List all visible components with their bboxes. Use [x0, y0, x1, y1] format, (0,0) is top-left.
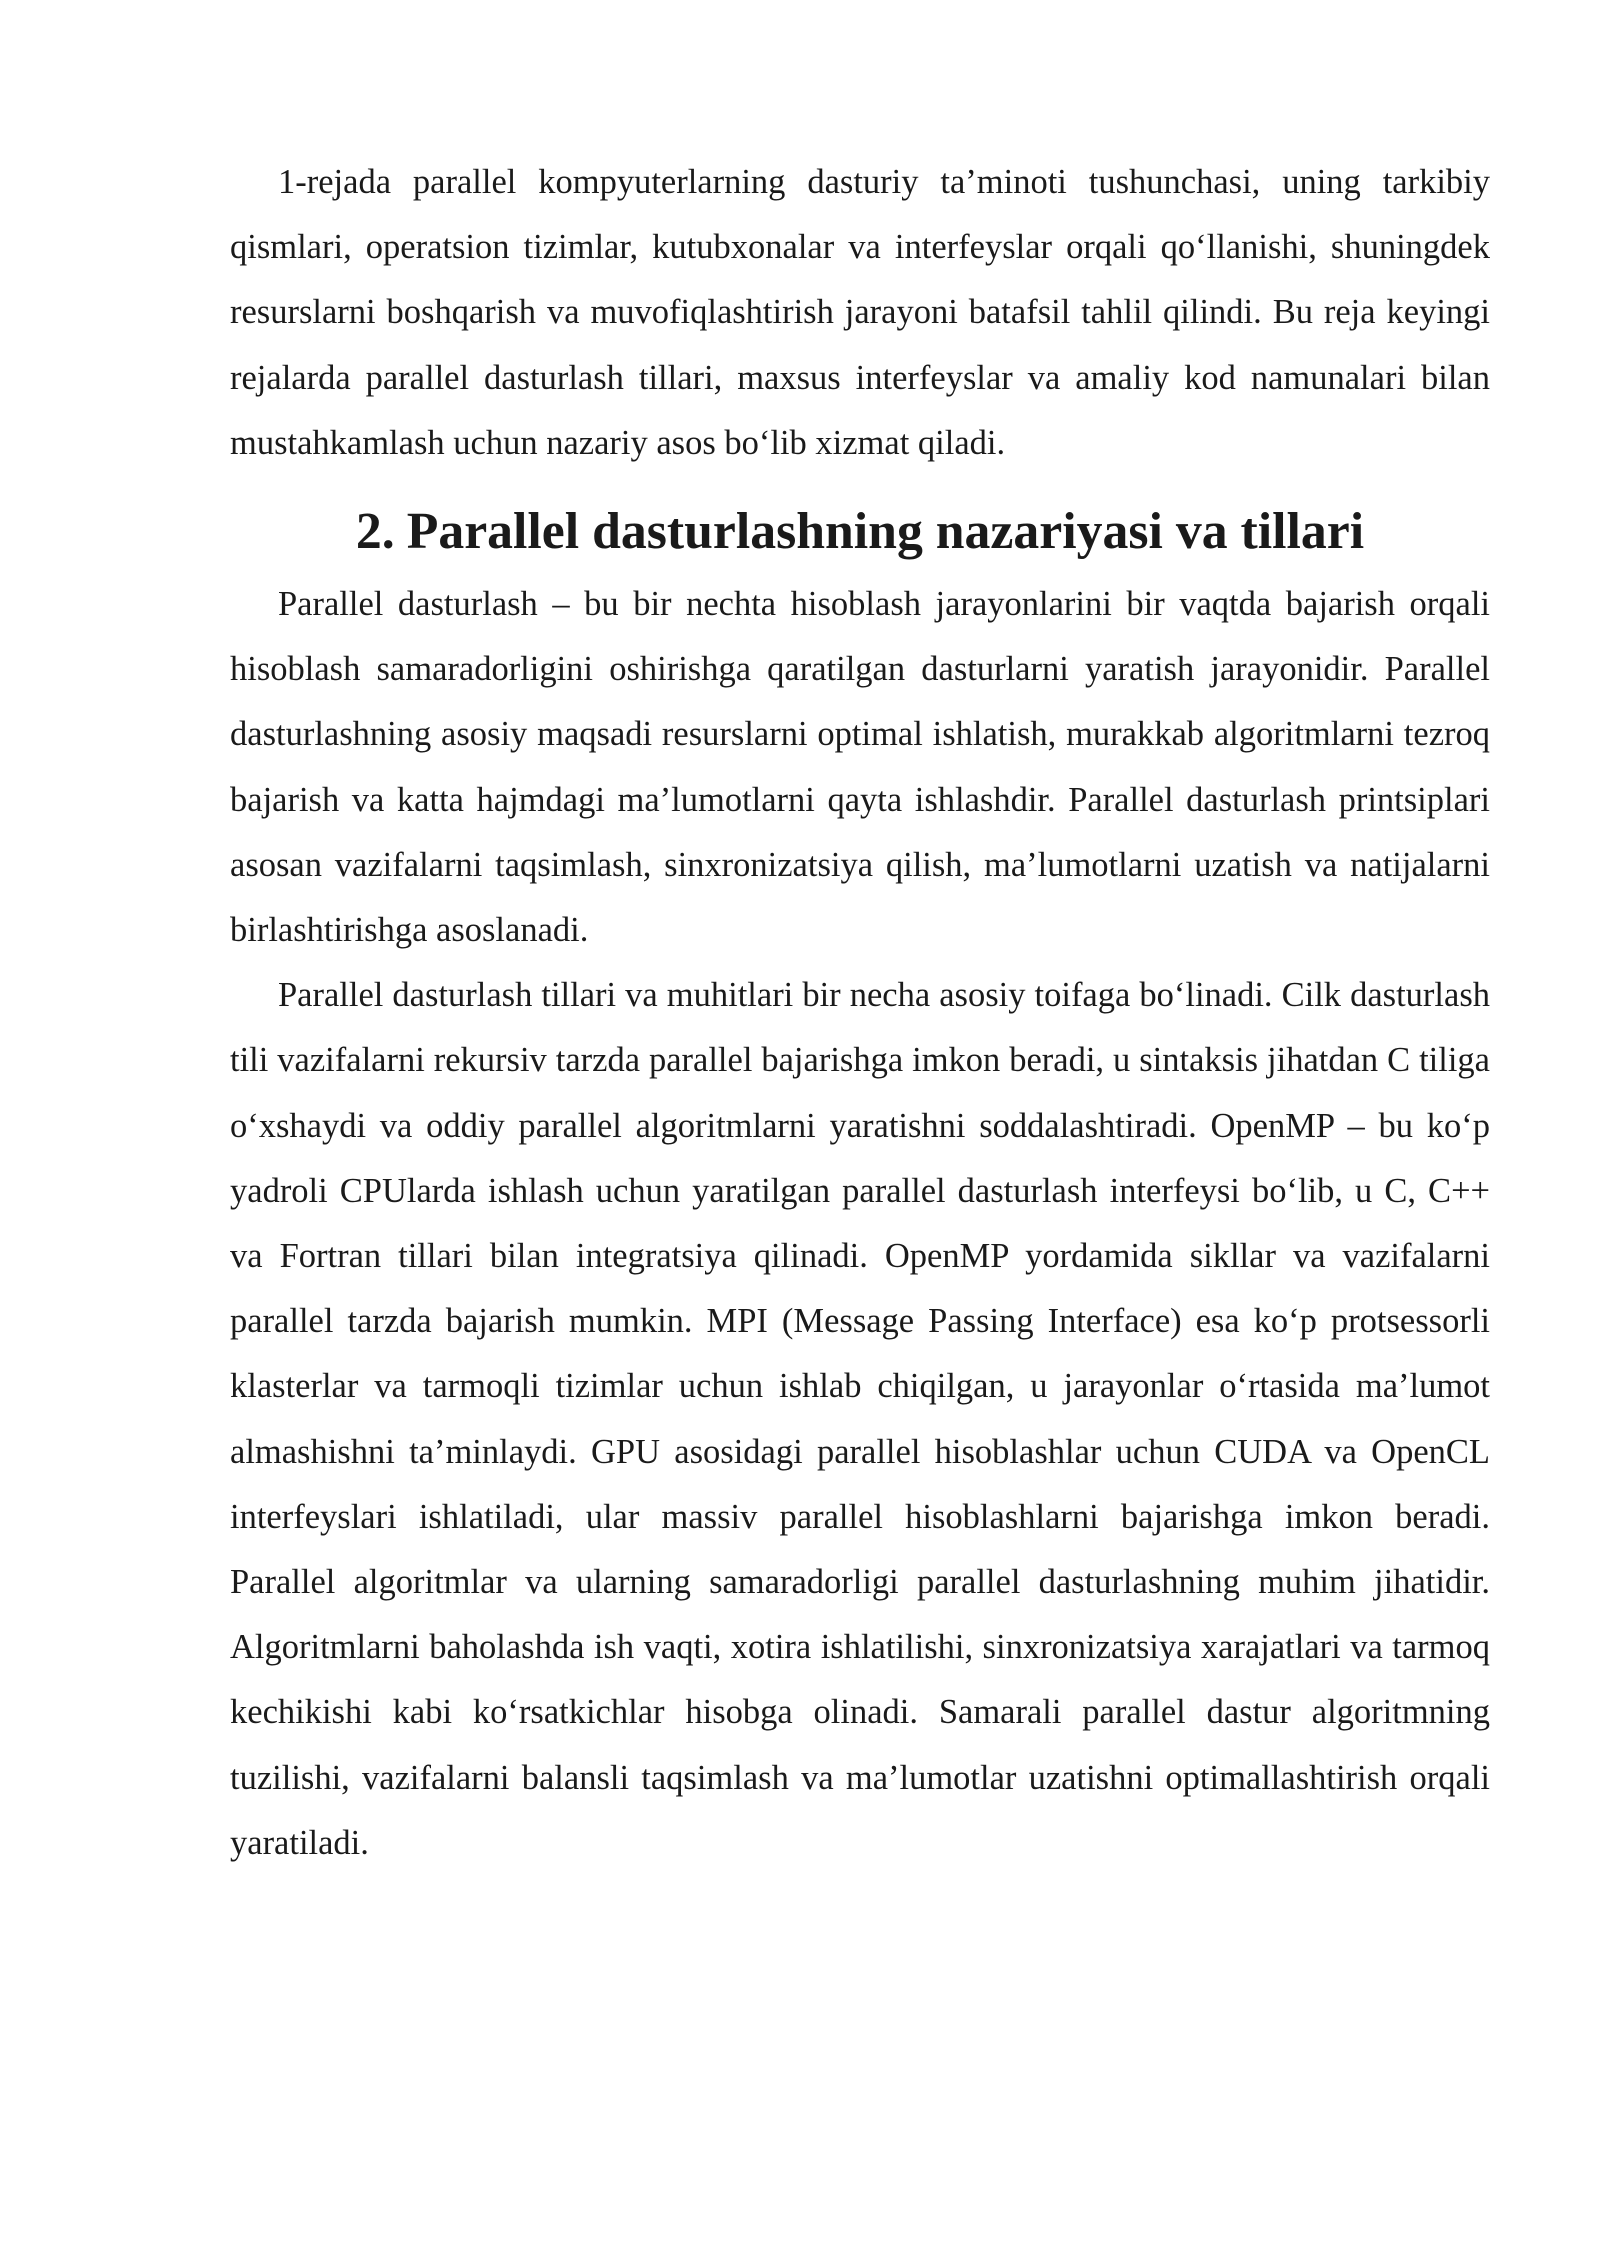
intro-paragraph: 1-rejada parallel kompyuterlarning dasturiy ta’minoti tushunchasi, uning tarkibiy qismlari, operatsion tizimlar, kutubxonalar va interfeyslar orqali qo‘llanishi, shuningdek resurslarni boshqarish va muvofiqlashtirish jarayoni batafsil tahlil qilindi. Bu reja keyingi rejalarda parallel dasturlash tillari, maxsus interfeyslar va amaliy kod namunalari bilan mustahkamlash uchun nazariy asos bo‘lib xizmat qiladi. — [230, 163, 1490, 462]
section-title: Parallel dasturlashning nazariyasi va tillari — [406, 503, 1365, 561]
section-heading — [230, 504, 1490, 560]
document-body — [230, 150, 1490, 1876]
body-paragraph-1: Parallel dasturlash – bu bir nechta hisoblash jarayonlarini bir vaqtda bajarish orqali hisoblash samaradorligini oshirishga qaratilgan dasturlarni yaratish jarayonidir. Parallel dasturlashning asosiy maqsadi resurslarni optimal ishlatish, murakkab algoritmlarni tezroq bajarish va katta hajmdagi ma’lumotlarni qayta ishlashdir. Parallel dasturlash printsiplari asosan vazifalarni taqsimlash, sinxronizatsiya qilish, ma’lumotlarni uzatish va natijalarni birlashtirishga asoslanadi. — [230, 585, 1490, 950]
body-paragraph-2: Parallel dasturlash tillari va muhitlari bir necha asosiy toifaga bo‘linadi. Cilk dasturlash tili vazifalarni rekursiv tarzda parallel bajarishga imkon beradi, u sintaksis jihatdan C tiliga o‘xshaydi va oddiy parallel algoritmlarni yaratishni soddalashtiradi. OpenMP – bu ko‘p yadroli CPUlarda ishlash uchun yaratilgan parallel dasturlash interfeysi bo‘lib, u C, C++ va Fortran tillari bilan integratsiya qilinadi. OpenMP yordamida sikllar va vazifalarni parallel tarzda bajarish mumkin. MPI (Message Passing Interface) esa ko‘p protsessorli klasterlar va tarmoqli tizimlar uchun ishlab chiqilgan, u jarayonlar o‘rtasida ma’lumot almashishni ta’minlaydi. GPU asosidagi parallel hisoblashlar uchun CUDA va OpenCL interfeyslari ishlatiladi, ular massiv parallel hisoblashlarni bajarishga imkon beradi. Parallel algoritmlar va ularning samaradorligi parallel dasturlashning muhim jihatidir. Algoritmlarni baholashda ish vaqti, xotira ishlatilishi, sinxronizatsiya xarajatlari va tarmoq kechikishi kabi ko‘rsatkichlar hisobga olinadi. Samarali parallel dastur algoritmning tuzilishi, vazifalarni balansli taqsimlash va ma’lumotlar uzatishni optimallashtirish orqali yaratiladi. — [230, 976, 1490, 1862]
section-number: 2. — [355, 503, 395, 561]
